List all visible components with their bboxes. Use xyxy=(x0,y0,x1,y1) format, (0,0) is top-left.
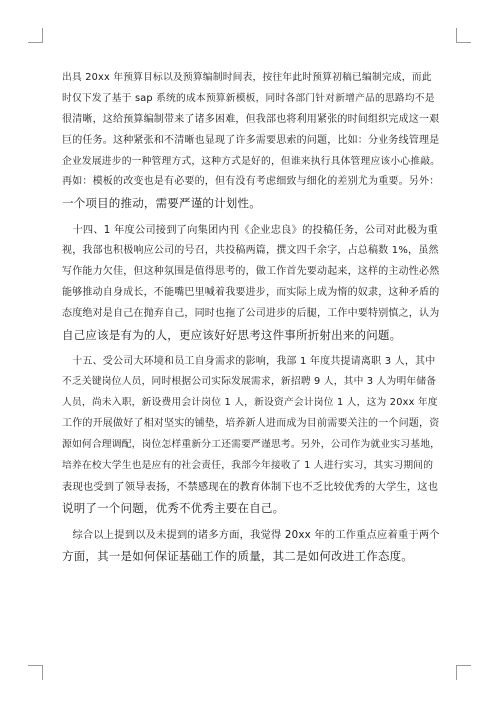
text-line: 一个项目的推动，需要严谨的计划性。 xyxy=(62,196,261,211)
text-line: 巨的任务。这种紧张和不清晰也显现了许多需要思索的问题，比如：分业务线管理是 xyxy=(62,134,440,146)
text-line: 态度绝对是自己在抛弃自己，同时也拖了公司进步的后腿，工作中要特别慎之，认为 xyxy=(62,307,440,319)
paragraph-budget xyxy=(62,68,440,214)
text-line: 时仅下发了基于 sap 系统的成本预算新模板，同时各部门针对新增产品的思路均不是 xyxy=(62,92,435,104)
paragraph-item-15 xyxy=(62,352,440,519)
text-line: 说明了一个问题，优秀不优秀主要在自己。 xyxy=(62,500,285,515)
text-line: 十五、受公司大环境和员工自身需求的影响，我部 1 年度共提请离职 3 人，其中 xyxy=(62,355,436,367)
text-line: 表现也受到了领导表扬，不禁感现在的教育体制下也不乏比较优秀的大学生，这也 xyxy=(62,480,439,493)
text-line: 综合以上提到以及未提到的诸多方面，我觉得 20xx 年的工作重点应着重于两个 xyxy=(62,528,440,541)
text-line: 很清晰，这给预算编制带来了诸多困难，但我部也将利用紧张的时间组织完成这一艰 xyxy=(62,113,440,125)
crop-mark-top-right xyxy=(456,28,471,43)
text-line: 写作能力欠佳，但这种氛围是值得思考的，做工作首先要动起来，这样的主动性必然 xyxy=(62,266,440,278)
text-line: 十四、1 年度公司接到了向集团内刊《企业忠良》的投稿任务，公司对此极为重 xyxy=(62,224,438,237)
text-line: 工作的开展做好了相对坚实的铺垫，培养新人进而成为目前需要关注的一个问题，资 xyxy=(62,418,440,430)
paragraph-item-14 xyxy=(62,220,440,345)
text-line: 培养在校大学生也是应有的社会责任，我部今年接收了 1 人进行实习，其实习期间的 xyxy=(62,460,434,472)
document-body xyxy=(62,68,440,566)
text-line: 能够推动自身成长，不能嘴巴里喊着我要进步，而实际上成为惰的奴隶，这种矛盾的 xyxy=(62,286,440,298)
crop-mark-top-left xyxy=(28,28,43,43)
text-line: 源如何合理调配，岗位怎样重新分工还需要严谨思考。另外，公司作为就业实习基地， xyxy=(62,439,441,451)
paragraph-summary xyxy=(62,525,440,567)
text-line: 不乏关键岗位人员，同时根据公司实际发展需求，新招聘 9 人，其中 3 人为明年储备 xyxy=(62,376,437,388)
text-line: 视，我部也积极响应公司的号召，共投稿两篇，撰文四千余字，占总稿数 1%，虽然 xyxy=(62,245,439,257)
text-line: 方面，其一是如何保证基础工作的质量，其二是如何改进工作态度。 xyxy=(62,548,413,563)
crop-mark-bottom-left xyxy=(28,665,43,680)
text-line: 自己应该是有为的人，更应该好好思考这件事所折射出来的问题。 xyxy=(62,327,402,342)
text-line: 人员，尚未入职，新设费用会计岗位 1 人，新设资产会计岗位 1 人，这为 20xx 年度 xyxy=(62,397,438,409)
text-line: 出具 20xx 年预算目标以及预算编制时间表，按往年此时预算初稿已编制完成，而此 xyxy=(62,72,432,83)
crop-mark-bottom-right xyxy=(456,665,471,680)
text-line: 再如：模板的改变也是有必要的，但有没有考虑细致与细化的差别尤为重要。另外： xyxy=(62,176,440,188)
text-line: 企业发展进步的一种管理方式，这种方式是好的，但谁来执行具体管理应该小心推敲。 xyxy=(62,155,441,167)
